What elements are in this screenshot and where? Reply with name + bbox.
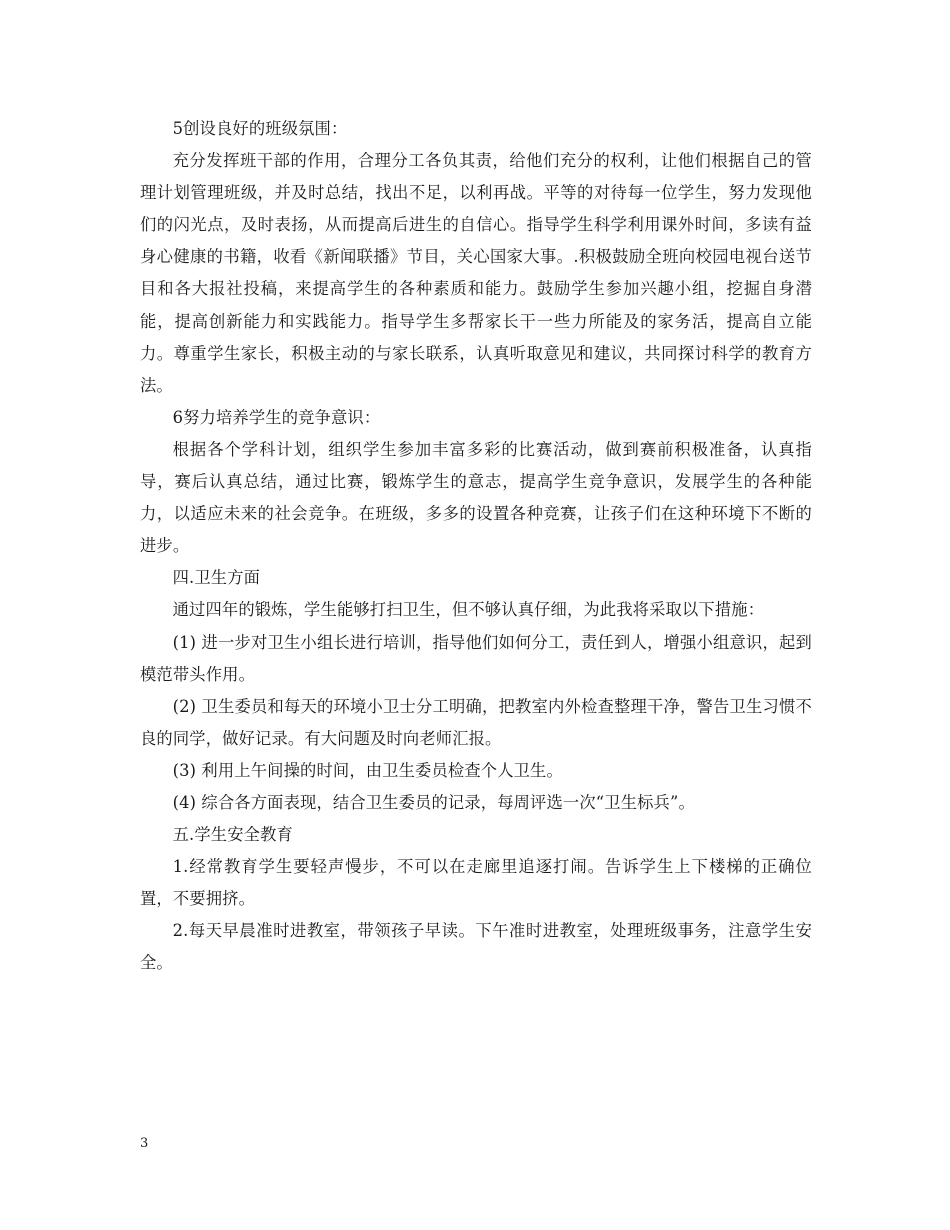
list-item-safety-2: 2.每天早晨准时进教室，带领孩子早读。下午准时进教室，处理班级事务，注意学生安全。: [140, 921, 812, 973]
list-item-hygiene-3: (3) 利用上午间操的时间，由卫生委员检查个人卫生。: [172, 760, 563, 780]
list-item-hygiene-2: (2) 卫生委员和每天的环境小卫士分工明确，把教室内外检查整理干净，警告卫生习惯不良的同学，做好记录。有大问题及时向老师汇报。: [140, 696, 812, 748]
paragraph-hygiene-intro: 通过四年的锻炼，学生能够打扫卫生，但不够认真仔细，为此我将采取以下措施：: [172, 600, 765, 620]
heading-safety-education: 五.学生安全教育: [172, 825, 293, 845]
list-item-safety-1: 1.经常教育学生要轻声慢步，不可以在走廊里追逐打闹。告诉学生上下楼梯的正确位置，不要拥挤。: [140, 857, 812, 909]
heading-class-atmosphere: 5创设良好的班级氛围：: [172, 119, 348, 138]
paragraph-class-management: 充分发挥班干部的作用，合理分工各负其责，给他们充分的权利，让他们根据自己的管理计划管理班级，并及时总结，找出不足，以利再战。平等的对待每一位学生，努力发现他们的闪光点，及时表扬，从而提高后进生的自信心。指导学生科学利用课外时间，多读有益身心健康的书籍，收看《新闻联播》节目，关心国家大事。.积极鼓励全班向校园电视台送节目和各大报社投稿，来提高学生的各种素质和能力。鼓励学生参加兴趣小组，挖掘自身潜能，提高创新能力和实践能力。指导学生多帮家长干一些力所能及的家务活，提高自立能力。尊重学生家长，积极主动的与家长联系，认真听取意见和建议，共同探讨科学的教育方法。: [140, 151, 812, 395]
heading-competition-awareness: 6努力培养学生的竞争意识：: [172, 407, 381, 427]
page-body: [140, 113, 812, 980]
paragraph-competition: 根据各个学科计划，组织学生参加丰富多彩的比赛活动，做到赛前积极准备，认真指导，赛后认真总结，通过比赛，锻炼学生的意志，提高学生竞争意识，发展学生的各种能力，以适应未来的社会竞争。在班级，多多的设置各种竞赛，让孩子们在这种环境下不断的进步。: [140, 439, 812, 556]
page-number: 3: [140, 1136, 149, 1151]
list-item-hygiene-4: (4) 综合各方面表现，结合卫生委员的记录，每周评选一次“卫生标兵”。: [172, 792, 695, 812]
list-item-hygiene-1: (1) 进一步对卫生小组长进行培训，指导他们如何分工，责任到人，增强小组意识，起到模范带头作用。: [140, 632, 812, 684]
heading-hygiene: 四.卫生方面: [172, 568, 261, 588]
